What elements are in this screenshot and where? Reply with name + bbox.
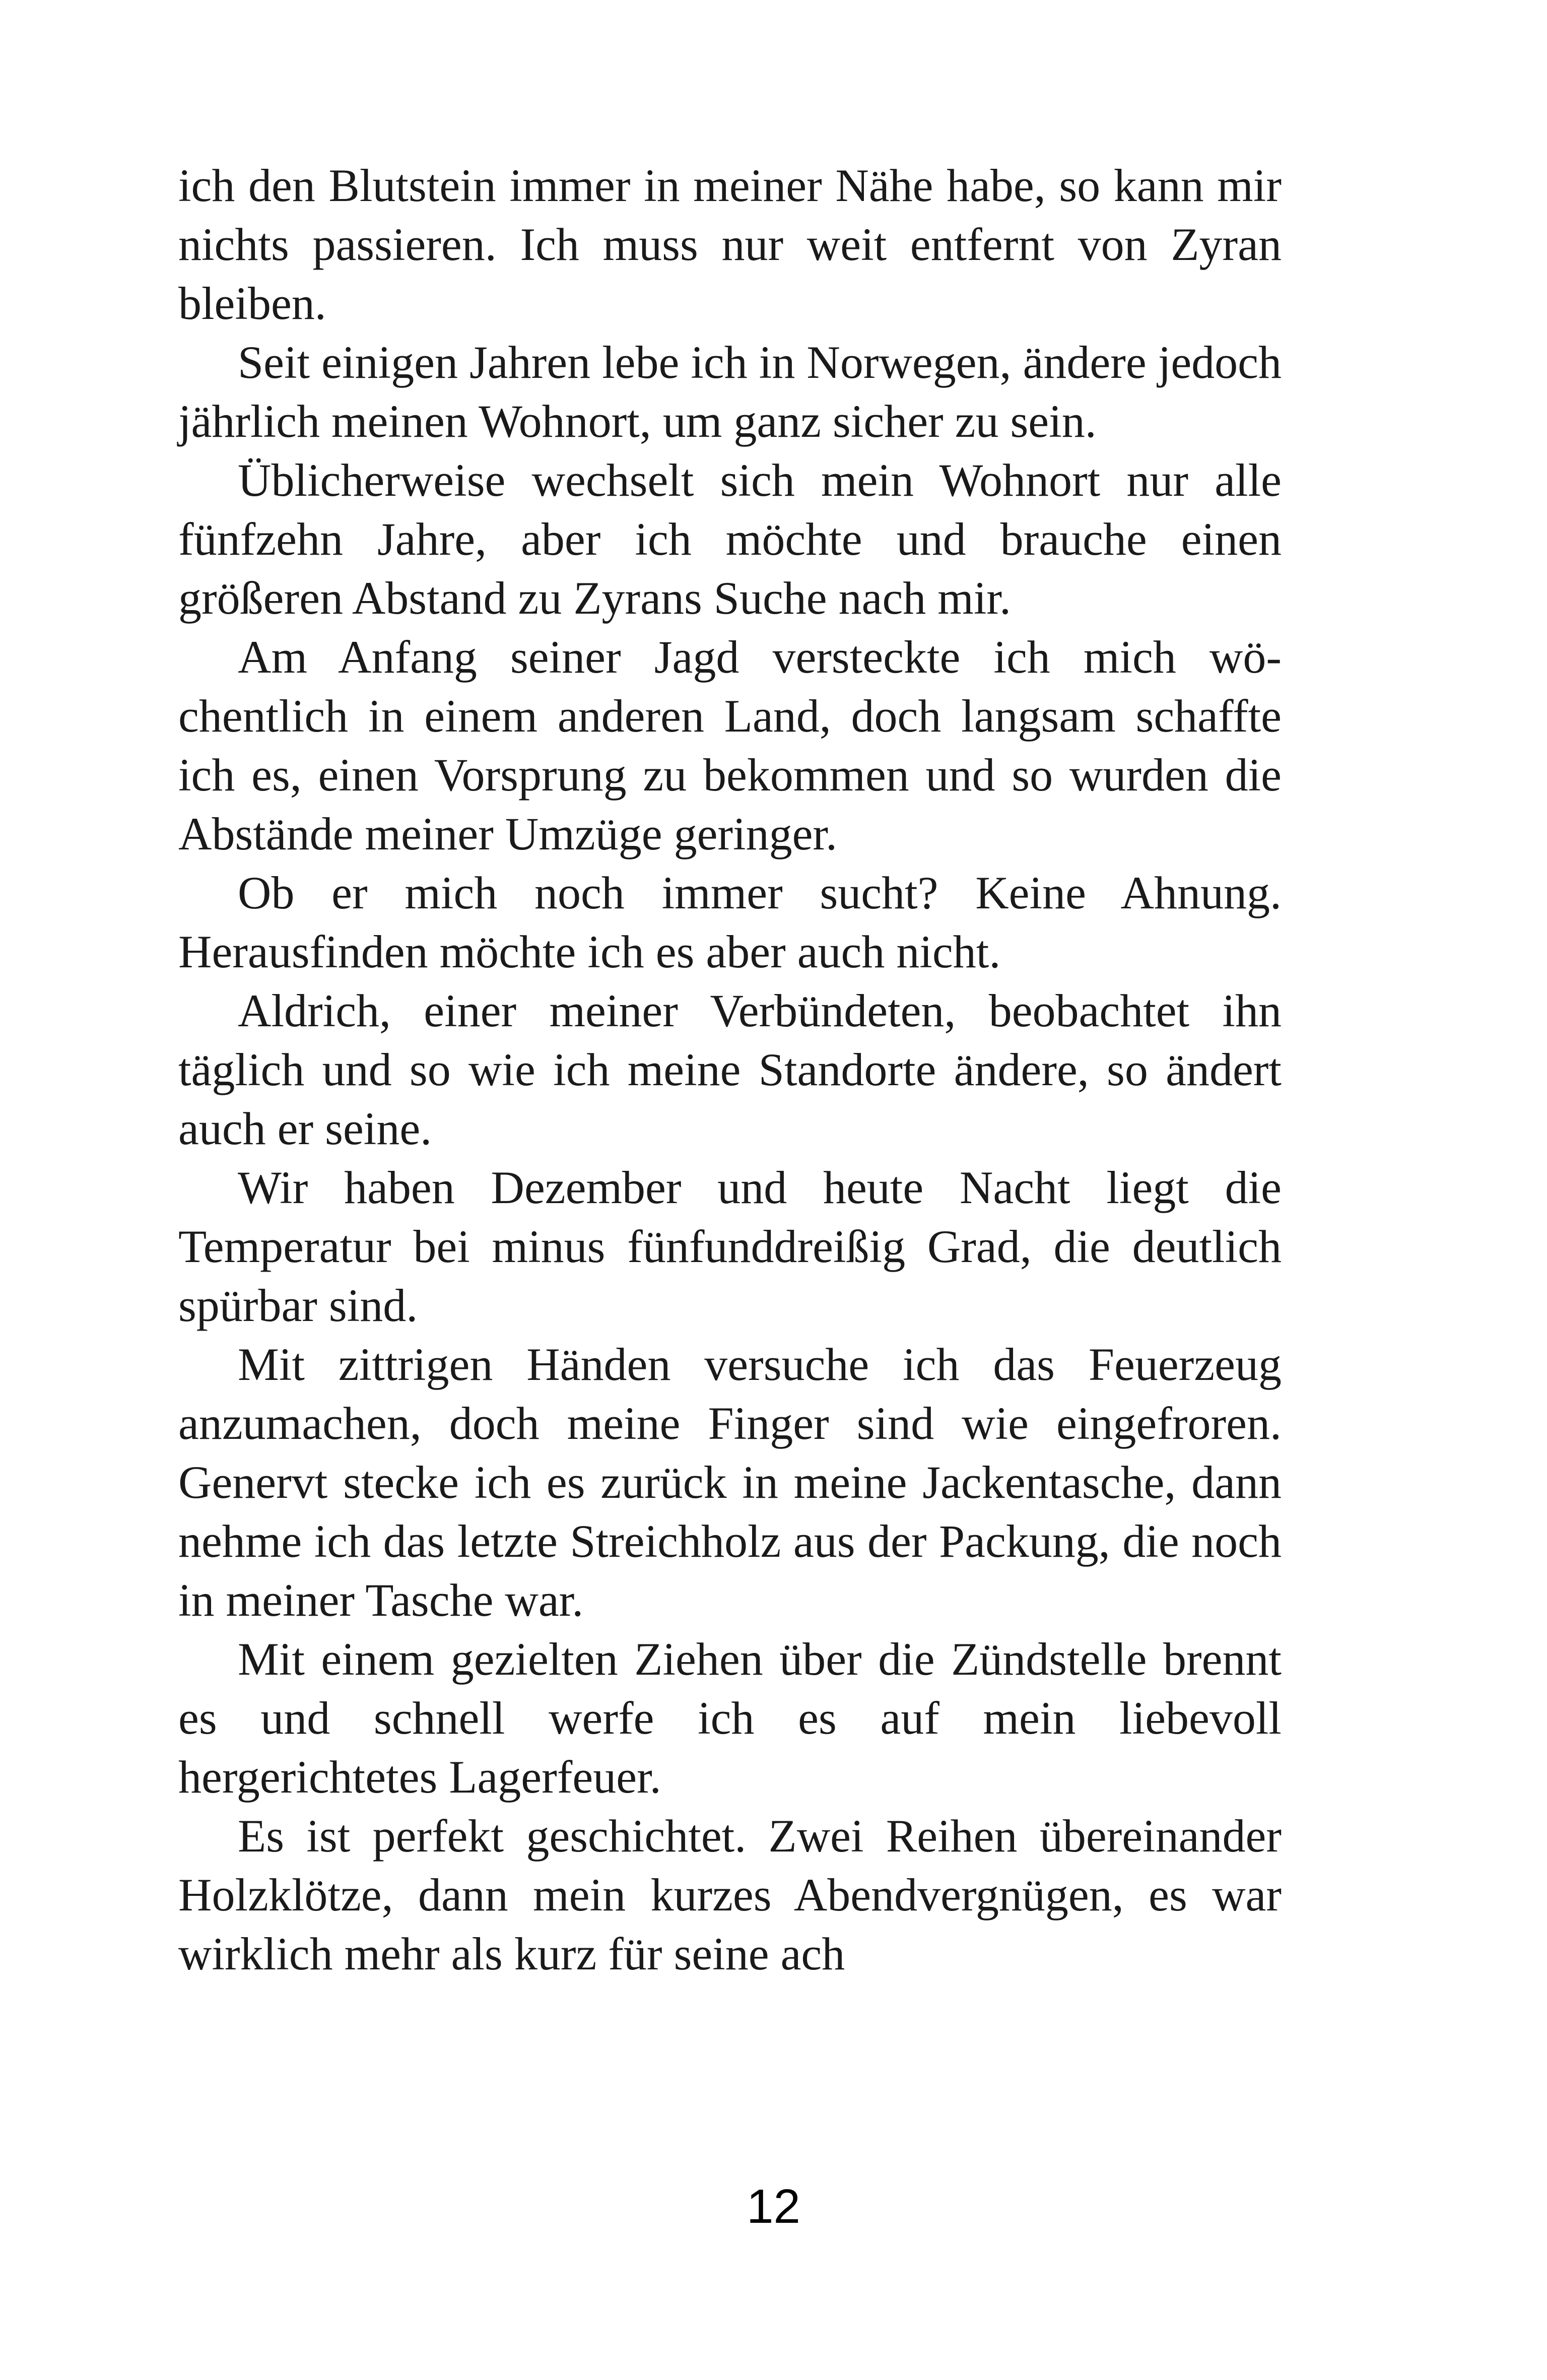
paragraph: Mit einem gezielten Ziehen über die Zündstelle brennt es und schnell werfe ich es auf mein liebevoll hergerichtetes Lagerfeuer. (178, 1633, 1282, 1803)
paragraph: Ob er mich noch immer sucht? Keine Ahnung. Herausfinden möchte ich es aber auch nicht. (178, 867, 1282, 977)
paragraph: Am Anfang seiner Jagd versteckte ich mich wöchentlich in einem anderen Land, doch langsam schaffte ich es, einen Vorsprung zu bekommen und so wurden die Abstände meiner Umzüge geringer. (178, 631, 1282, 860)
paragraph: Wir haben Dezember und heute Nacht liegt die Temperatur bei minus fünfunddreißig Grad, die deutlich spürbar sind. (178, 1162, 1282, 1331)
paragraph: Es ist perfekt geschichtet. Zwei Reihen übereinander Holzklötze, dann mein kurzes Abendvergnügen, es war wirklich mehr als kurz für seine ach (178, 1810, 1282, 1979)
paragraph: Seit einigen Jahren lebe ich in Norwegen, ändere jedoch jährlich meinen Wohnort, um ganz sicher zu sein. (178, 337, 1282, 447)
body-text (178, 156, 1282, 1984)
page-number: 12 (747, 2179, 800, 2233)
paragraph: Aldrich, einer meiner Verbündeten, beobachtet ihn täglich und so wie ich meine Standorte ändere, so ändert auch er seine. (178, 985, 1282, 1154)
paragraph: Mit zittrigen Händen versuche ich das Feuerzeug anzumachen, doch meine Finger sind wie eingefroren. Genervt stecke ich es zurück in meine Jackentasche, dann nehme ich das letzte Streichholz aus der Packung, die noch in meiner Tasche war. (178, 1339, 1282, 1626)
paragraph: ich den Blutstein immer in meiner Nähe habe, so kann mir nichts passieren. Ich muss nur weit entfernt von Zyran bleiben. (178, 160, 1282, 329)
paragraph: Üblicherweise wechselt sich mein Wohnort nur alle fünfzehn Jahre, aber ich möchte und brauche einen größeren Abstand zu Zyrans Suche nach mir. (178, 454, 1282, 624)
